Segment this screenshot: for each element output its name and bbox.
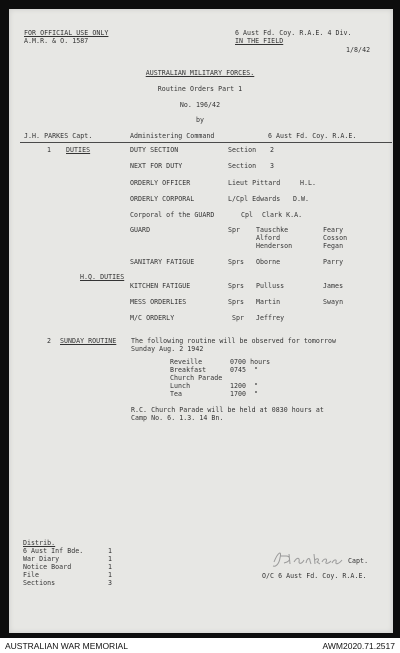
issuer-unit: 6 Aust Fd. Coy. R.A.E.	[268, 132, 357, 140]
mess-orderlies-rank: Sprs	[228, 298, 245, 306]
distribution-count: 1	[108, 547, 113, 555]
mess-orderlies-name: Swayn	[323, 298, 344, 306]
form-reference: A.M.R. & O. 1587	[24, 37, 89, 45]
document-date: 1/8/42	[346, 46, 371, 54]
distribution-count: 1	[108, 563, 113, 571]
classification-line: FOR OFFICIAL USE ONLY	[24, 29, 109, 37]
next-duty-label: NEXT FOR DUTY	[130, 162, 183, 170]
guard-label: GUARD	[130, 226, 151, 234]
order-number: No. 196/42	[179, 101, 221, 109]
church-parade-note: R.C. Church Parade will be held at 0830 hours at	[131, 406, 324, 414]
orderly-officer-col2: Lieut Pittard	[228, 179, 281, 187]
next-duty-col2: Section	[228, 162, 257, 170]
section-2-number: 2	[47, 337, 52, 345]
signatory-title: O/C 6 Aust Fd. Coy. R.A.E.	[262, 572, 367, 580]
guard-corporal-label: Corporal of the GUARD	[130, 211, 215, 219]
duty-section-label: DUTY SECTION	[130, 146, 179, 154]
schedule-time: 0745 "	[230, 366, 259, 374]
guard-name: Feary	[323, 226, 344, 234]
distribution-count: 1	[108, 571, 113, 579]
schedule-item: Reveille	[170, 358, 203, 366]
issuer-role: Administering Command	[130, 132, 215, 140]
guard-corporal-col3: Clark K.A.	[262, 211, 303, 219]
mc-orderly-name: Jeffrey	[256, 314, 285, 322]
distribution-item: Notice Board	[23, 563, 72, 571]
distribution-item: 6 Aust Inf Bde.	[23, 547, 84, 555]
schedule-time: 0700 hours	[230, 358, 271, 366]
schedule-time: 1700 "	[230, 390, 259, 398]
guard-name: Fegan	[323, 242, 344, 250]
header-divider	[20, 142, 392, 143]
kitchen-fatigue-name: Pulluss	[256, 282, 285, 290]
issuer-name: J.H. PARKES Capt.	[24, 132, 93, 140]
next-duty-col3: 3	[270, 162, 275, 170]
signatory-rank: Capt.	[348, 557, 369, 565]
orderly-corporal-label: ORDERLY CORPORAL	[130, 195, 195, 203]
guard-name: Cosson	[323, 234, 348, 242]
orderly-officer-label: ORDERLY OFFICER	[130, 179, 191, 187]
guard-name: Tauschke	[256, 226, 289, 234]
schedule-item: Tea	[170, 390, 183, 398]
document-title: AUSTRALIAN MILITARY FORCES.	[145, 69, 255, 77]
handwritten-signature	[270, 548, 348, 570]
sanitary-fatigue-label: SANITARY FATIGUE	[130, 258, 195, 266]
by-line: by	[195, 116, 205, 124]
guard-rank: Spr	[228, 226, 241, 234]
duty-section-col3: 2	[270, 146, 275, 154]
orderly-corporal-col2: L/Cpl Edwards	[228, 195, 281, 203]
mc-orderly-rank: Spr	[232, 314, 245, 322]
duty-section-col2: Section	[228, 146, 257, 154]
sanitary-fatigue-rank: Sprs	[228, 258, 245, 266]
guard-name: Alford	[256, 234, 281, 242]
kitchen-fatigue-name: James	[323, 282, 344, 290]
section-1-heading: DUTIES	[66, 146, 91, 154]
sanitary-fatigue-name: Parry	[323, 258, 344, 266]
schedule-time: 1200 "	[230, 382, 259, 390]
archive-footer	[0, 638, 400, 653]
distribution-item: War Diary	[23, 555, 60, 563]
section-1-number: 1	[47, 146, 52, 154]
distribution-item: File	[23, 571, 40, 579]
archive-name: AUSTRALIAN WAR MEMORIAL	[5, 641, 128, 651]
mess-orderlies-label: MESS ORDERLIES	[130, 298, 187, 306]
hq-duties-heading: H.Q. DUTIES	[80, 273, 125, 281]
guard-corporal-col2: Cpl	[241, 211, 254, 219]
unit-header: 6 Aust Fd. Coy. R.A.E. 4 Div.	[235, 29, 352, 37]
mess-orderlies-name: Martin	[256, 298, 281, 306]
schedule-item: Lunch	[170, 382, 191, 390]
routine-intro: The following routine will be observed for tomorrow	[131, 337, 337, 345]
kitchen-fatigue-rank: Sprs	[228, 282, 245, 290]
orderly-corporal-col3: D.W.	[293, 195, 310, 203]
orderly-officer-col3: H.L.	[300, 179, 317, 187]
document-subtitle: Routine Orders Part 1	[157, 85, 243, 93]
archive-reference: AWM2020.71.2517	[322, 641, 395, 651]
distribution-count: 3	[108, 579, 113, 587]
section-2-heading: SUNDAY ROUTINE	[60, 337, 117, 345]
schedule-item: Church Parade	[170, 374, 223, 382]
sanitary-fatigue-name: Oborne	[256, 258, 281, 266]
distribution-item: Sections	[23, 579, 56, 587]
distribution-heading: Distrib.	[23, 539, 56, 547]
mc-orderly-label: M/C ORDERLY	[130, 314, 175, 322]
schedule-item: Breakfast	[170, 366, 207, 374]
routine-intro-date: Sunday Aug. 2 1942	[131, 345, 204, 353]
guard-name: Henderson	[256, 242, 293, 250]
location-line: IN THE FIELD	[235, 37, 284, 45]
kitchen-fatigue-label: KITCHEN FATIGUE	[130, 282, 191, 290]
distribution-count: 1	[108, 555, 113, 563]
church-parade-location: Camp No. 6. 1.3. 14 Bn.	[131, 414, 224, 422]
